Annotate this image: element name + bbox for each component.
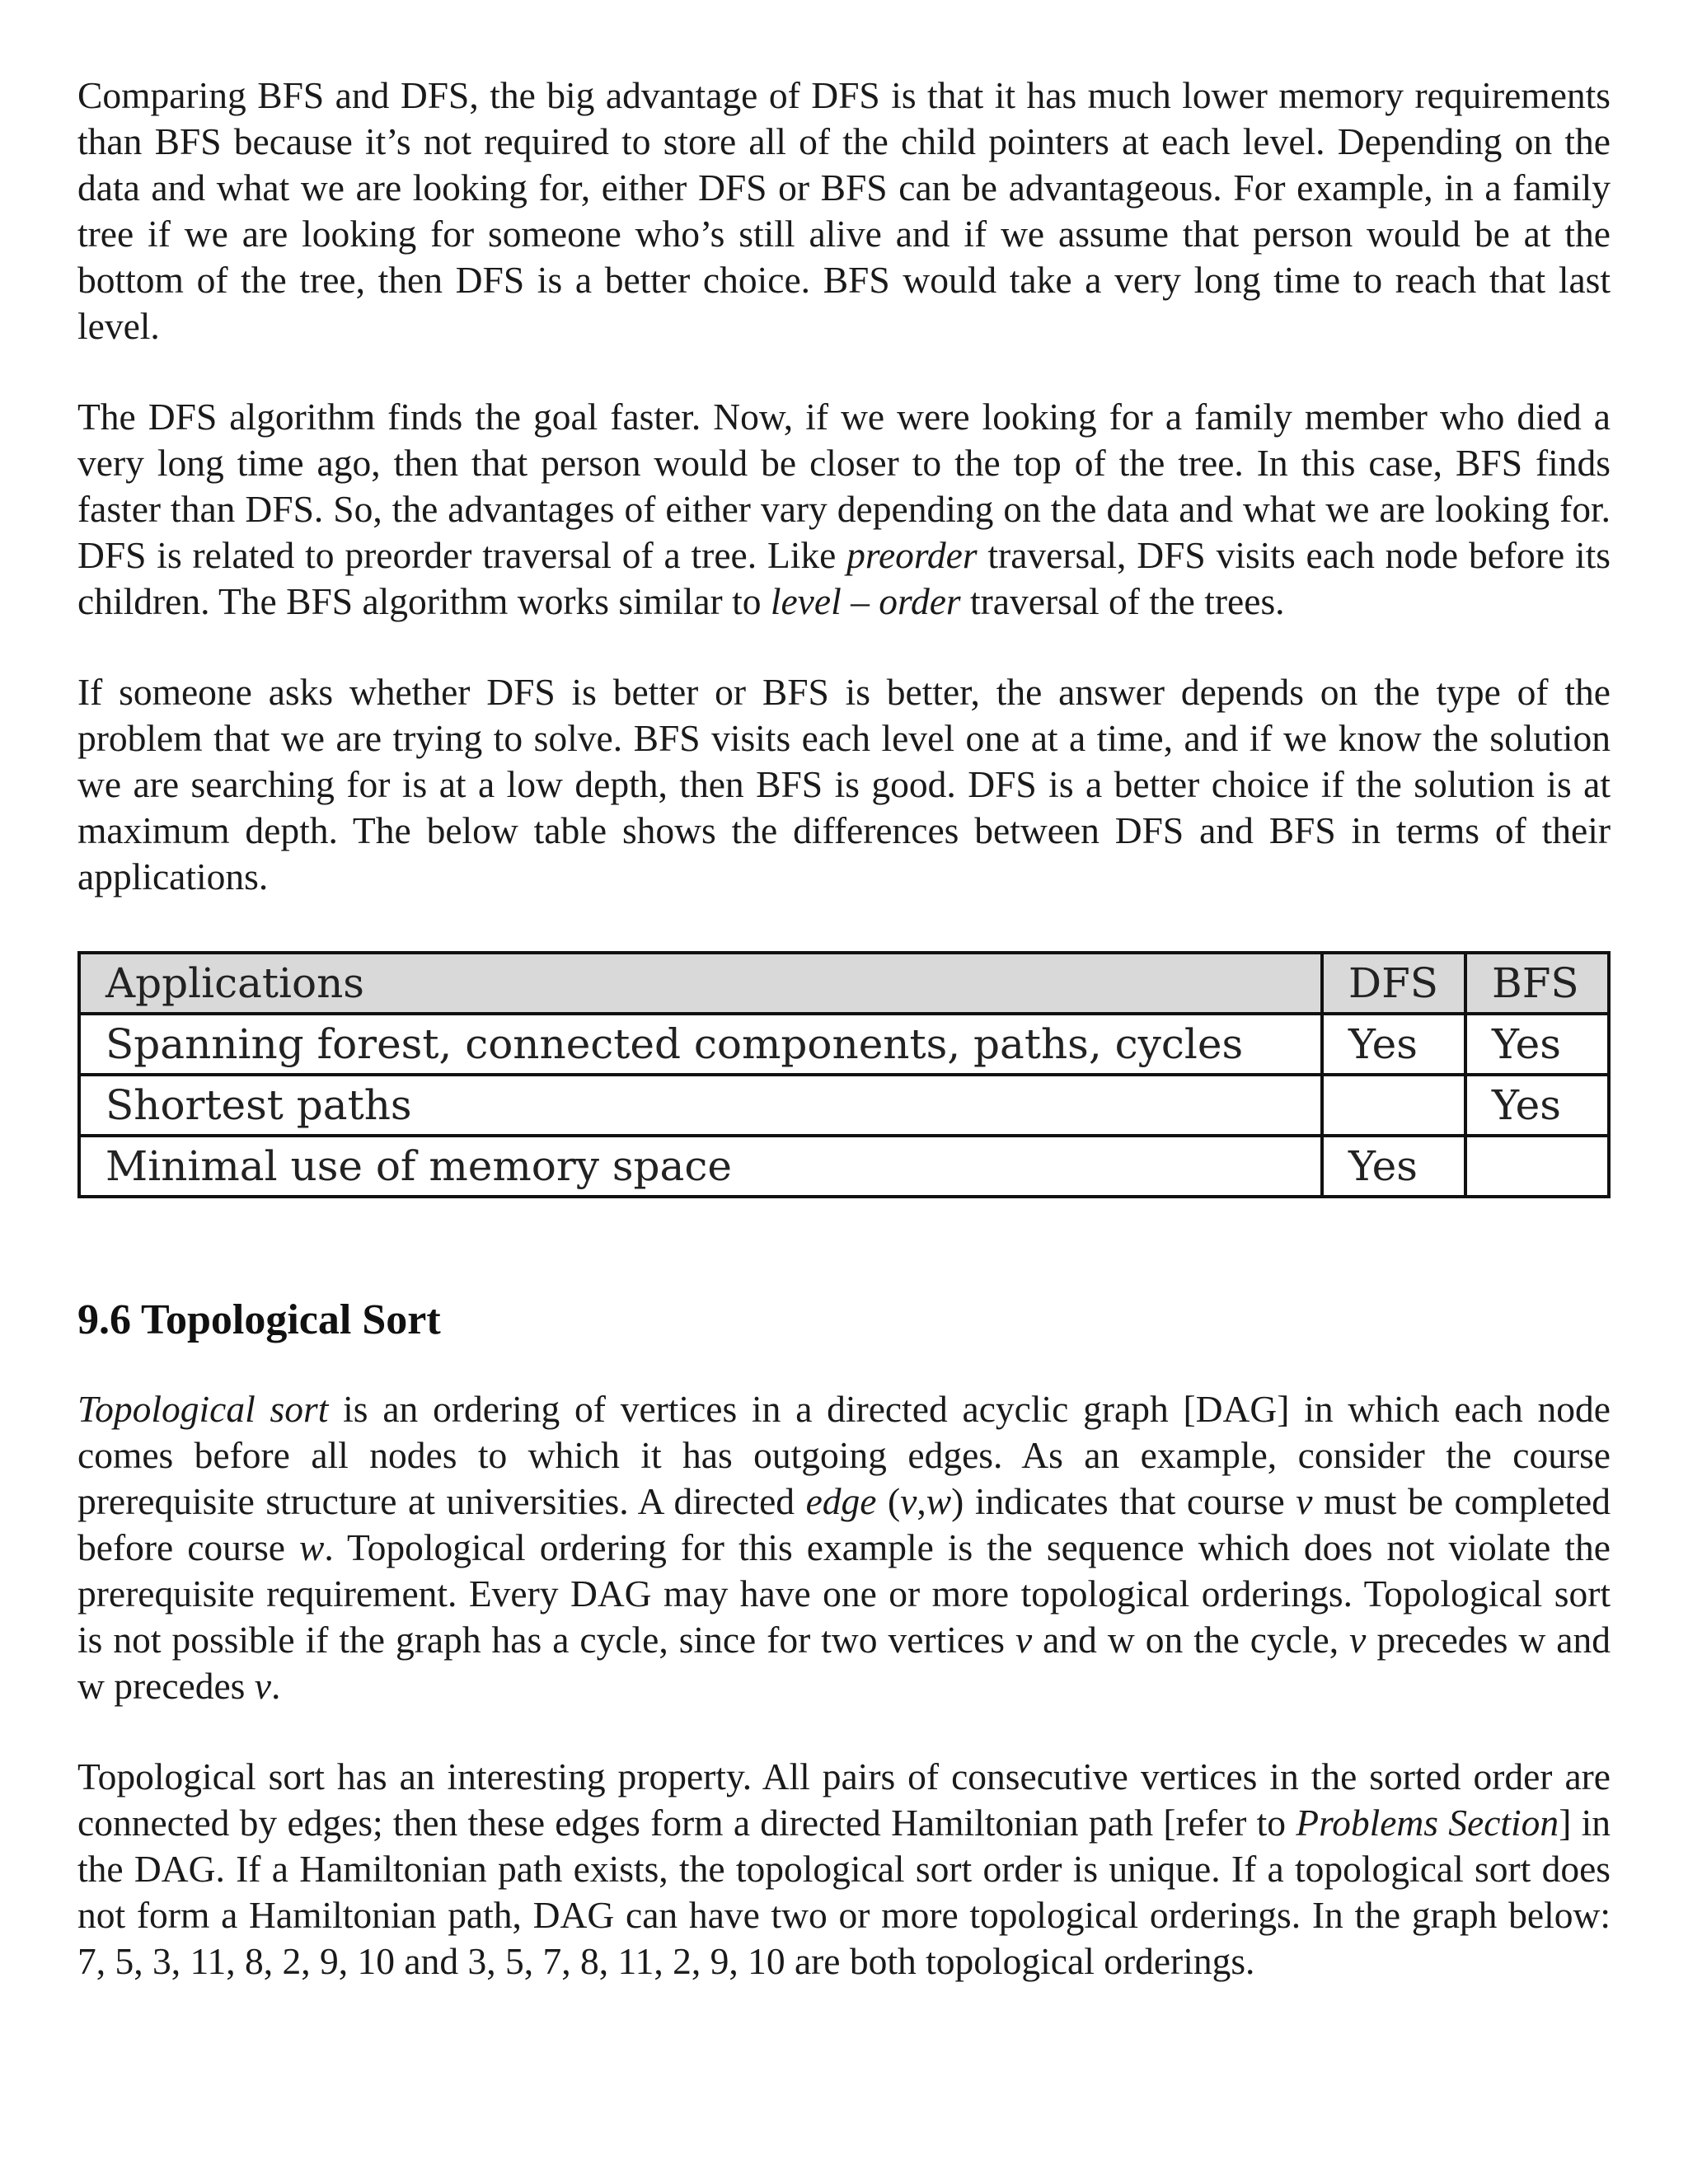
document-page	[77, 73, 1611, 2029]
var-v: v	[900, 1480, 917, 1522]
text-run: . Topological ordering for this example is the sequence which does not violate the prerequisite requirement. Every DAG may have one or more topological orderings. Topological sort is not possible if the graph has a cycle, since for two vertices	[77, 1526, 1611, 1661]
table-row	[79, 1136, 1609, 1197]
text-run: ] in the DAG. If a Hamiltonian path exists, the topological sort order is unique. If a topological sort does not form a Hamiltonian path, DAG can have two or more topological orderings. In the graph below: 7, 5, 3, 11, 8, 2, 9, 10 and 3, 5, 7, 8, 11, 2, 9, 10 are both topological orderings.	[77, 1802, 1611, 1982]
text-run: (	[876, 1480, 901, 1522]
text-run: and w on the cycle,	[1032, 1619, 1350, 1661]
table-header-bfs: BFS	[1465, 953, 1609, 1014]
table-cell-dfs	[1322, 1075, 1465, 1136]
paragraph-bfs-dfs-comparison: Comparing BFS and DFS, the big advantage of DFS is that it has much lower memory requirements than BFS because it’s not required to store all of the child pointers at each level. Depending on the data and what we are looking for, either DFS or BFS can be advantageous. For example, in a family tree if we are looking for someone who’s still alive and if we assume that person would be at the bottom of the tree, then DFS is a better choice. BFS would take a very long time to reach that last level.	[77, 74, 1611, 347]
text-run: is an ordering of vertices in a directed acyclic graph [DAG] in which each node comes before all nodes to which it has outgoing edges. As an example, consider the course prerequisite structure at universities. A directed	[77, 1388, 1611, 1522]
text-run: must be completed before course	[77, 1480, 1611, 1568]
text-run: ,	[917, 1480, 926, 1522]
var-v: v	[1349, 1619, 1367, 1661]
table-cell-bfs: Yes	[1465, 1075, 1609, 1136]
term-preorder: preorder	[846, 534, 978, 576]
table-cell-bfs	[1465, 1136, 1609, 1197]
term-edge: edge	[805, 1480, 877, 1522]
table-cell-application: Minimal use of memory space	[79, 1136, 1322, 1197]
applications-table	[77, 951, 1611, 1198]
table-cell-bfs: Yes	[1465, 1014, 1609, 1075]
text-run: Topological sort has an interesting property. All pairs of consecutive vertices in the sorted order are connected by edges; then these edges form a directed Hamiltonian path [refer to	[77, 1755, 1611, 1844]
paragraph-dfs-finds-goal	[77, 394, 1611, 625]
text-run: traversal of the trees.	[960, 580, 1285, 622]
paragraph-which-is-better: If someone asks whether DFS is better or BFS is better, the answer depends on the type of the problem that we are trying to solve. BFS visits each level one at a time, and if we know the solution we are searching for is at a low depth, then BFS is good. DFS is a better choice if the solution is at maximum depth. The below table shows the differences between DFS and BFS in terms of their applications.	[77, 671, 1611, 898]
term-problems-section: Problems Section	[1296, 1802, 1559, 1844]
term-topological-sort: Topological sort	[77, 1388, 329, 1430]
table-cell-application: Shortest paths	[79, 1075, 1322, 1136]
text-run: .	[270, 1665, 281, 1707]
text-run: The DFS algorithm finds the goal faster. Now, if we were looking for a family member who died a very long time ago, then that person would be closer to the top of the tree. In this case, BFS finds faster than DFS. So, the advantages of either vary depending on the data and what we are looking for. DFS is related to preorder traversal of a tree. Like	[77, 396, 1611, 576]
table-header-dfs: DFS	[1322, 953, 1465, 1014]
term-level-order: level – order	[770, 580, 961, 622]
paragraph-topological-property	[77, 1754, 1611, 1985]
table-header-row	[79, 953, 1609, 1014]
paragraph-topological-definition	[77, 1386, 1611, 1709]
var-w: w	[926, 1480, 952, 1522]
table-cell-application: Spanning forest, connected components, paths, cycles	[79, 1014, 1322, 1075]
var-v: v	[1296, 1480, 1313, 1522]
text-run: precedes w and w precedes	[77, 1619, 1611, 1707]
table-row	[79, 1014, 1609, 1075]
var-w: w	[299, 1526, 325, 1568]
table-cell-dfs: Yes	[1322, 1136, 1465, 1197]
text-run: ) indicates that course	[951, 1480, 1296, 1522]
text-run: traversal, DFS visits each node before its children. The BFS algorithm works similar to	[77, 534, 1611, 622]
section-heading: 9.6 Topological Sort	[77, 1296, 441, 1343]
var-v: v	[254, 1665, 271, 1707]
table-header-applications: Applications	[79, 953, 1322, 1014]
var-v: v	[1015, 1619, 1033, 1661]
table-row	[79, 1075, 1609, 1136]
table-cell-dfs: Yes	[1322, 1014, 1465, 1075]
